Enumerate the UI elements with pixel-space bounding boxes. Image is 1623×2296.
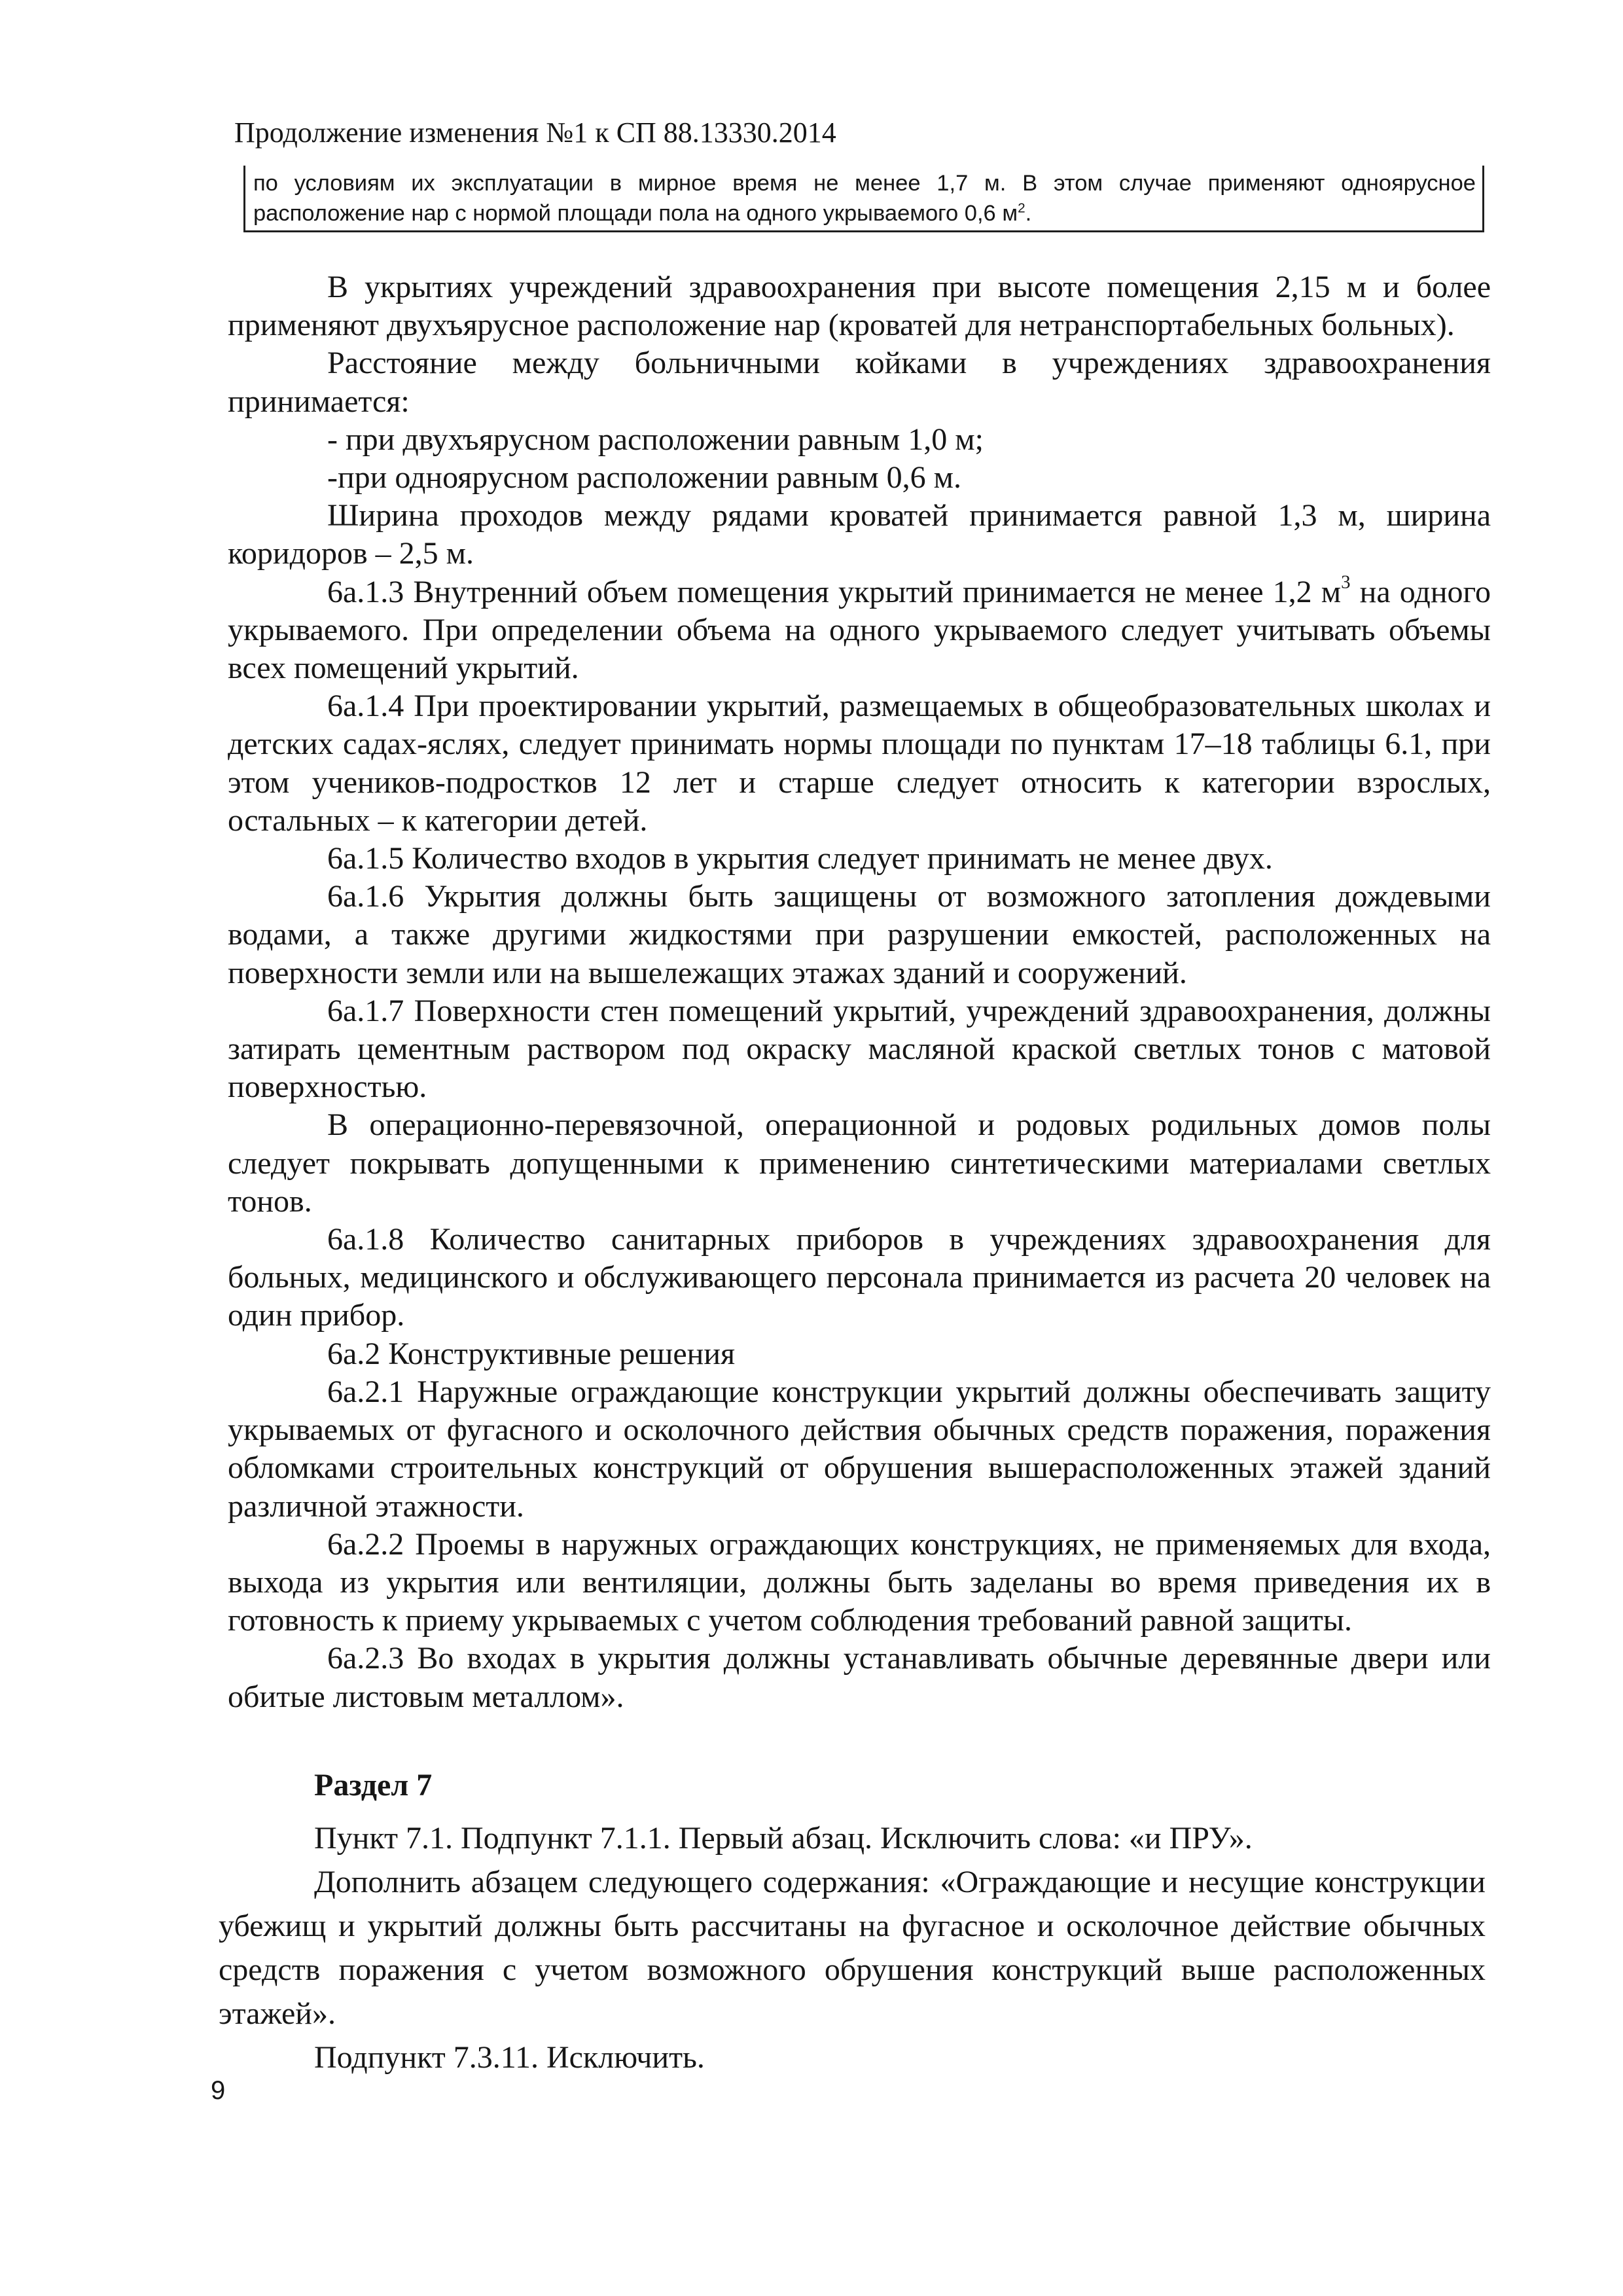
- volume-text-after: на одного укрываемого. При определении объема на одного укрываемого следует учитывать объемы всех помещений укрытий.: [228, 574, 1491, 686]
- running-header: Продолжение изменения №1 к СП 88.13330.2014: [234, 117, 836, 149]
- area-unit-exponent: 2: [1018, 200, 1026, 216]
- paragraph-6a-2-3: 6а.2.3 Во входах в укрытия должны устанавливать обычные деревянные двери или обитые листовым металлом».: [228, 1641, 1491, 1714]
- subheading-6a-2: 6а.2 Конструктивные решения: [327, 1336, 736, 1371]
- section-7: [219, 1763, 1486, 2079]
- paragraph-shelter-beds: В укрытиях учреждений здравоохранения при высоте помещения 2,15 м и более применяют двухъярусное расположение нар (кроватей для нетранспортабельных больных).: [228, 270, 1491, 343]
- section-7-addition: Дополнить абзацем следующего содержания: «Ограждающие и несущие конструкции убежищ и укрытий должны быть рассчитаны на фугасное и осколочное действие обычных средств поражения с учетом возможного обрушения конструкций выше расположенных этажей».: [219, 1865, 1486, 2031]
- page-number: 9: [211, 2076, 226, 2105]
- main-body: [228, 268, 1491, 1716]
- paragraph-6a-1-6: 6а.1.6 Укрытия должны быть защищены от возможного затопления дождевыми водами, а также другими жидкостями при разрушении емкостей, расположенных на поверхности земли или на вышележащих этажах зданий и сооружений.: [228, 879, 1491, 990]
- boxed-note: [243, 166, 1484, 232]
- paragraph-6a-1-8: 6а.1.8 Количество санитарных приборов в учреждениях здравоохранения для больных, медицинского и обслуживающего персонала принимается из расчета 20 человек на один прибор.: [228, 1222, 1491, 1333]
- paragraph-6a-1-3: [228, 573, 1491, 688]
- paragraph-6a-2-1: 6а.2.1 Наружные ограждающие конструкции укрытий должны обеспечивать защиту укрываемых от фугасного и осколочного действия обычных средств поражения, поражения обломками строительных конструкций от обрушения вышерасположенных этажей зданий различной этажности.: [228, 1374, 1491, 1524]
- boxed-note-end: .: [1025, 201, 1032, 226]
- boxed-note-text: [253, 168, 1476, 228]
- list-item-one-tier: -при одноярусном расположении равным 0,6 м.: [327, 460, 962, 495]
- boxed-note-body: по условиям их эксплуатации в мирное время не менее 1,7 м. В этом случае применяют одноярусное расположение нар с нормой площади пола на одного укрываемого 0,6 м: [253, 171, 1476, 226]
- volume-unit-exponent: 3: [1341, 571, 1351, 593]
- paragraph-6a-1-5: 6а.1.5 Количество входов в укрытия следует принимать не менее двух.: [327, 841, 1273, 876]
- section-7-item-7-1-1: Пункт 7.1. Подпункт 7.1.1. Первый абзац. Исключить слова: «и ПРУ».: [314, 1821, 1253, 1856]
- list-item-two-tier: - при двухъярусном расположении равным 1,0 м;: [327, 422, 984, 457]
- section-7-heading: Раздел 7: [314, 1768, 433, 1803]
- paragraph-6a-1-4: 6а.1.4 При проектировании укрытий, размещаемых в общеобразовательных школах и детских садах-яслях, следует принимать нормы площади по пунктам 17–18 таблицы 6.1, при этом учеников-подростков 12 лет и старше следует относить к категории взрослых, остальных – к категории детей.: [228, 689, 1491, 838]
- paragraph-6a-2-2: 6а.2.2 Проемы в наружных ограждающих конструкциях, не применяемых для входа, выхода из укрытия или вентиляции, должны быть заделаны во время приведения их в готовность к приему укрываемых с учетом соблюдения требований равной защиты.: [228, 1526, 1491, 1638]
- paragraph-bed-distance: Расстояние между больничными койками в учреждениях здравоохранения принимается:: [228, 346, 1491, 419]
- paragraph-aisle-width: Ширина проходов между рядами кроватей принимается равной 1,3 м, ширина коридоров – 2,5 м.: [228, 498, 1491, 571]
- paragraph-6a-1-7: 6а.1.7 Поверхности стен помещений укрытий, учреждений здравоохранения, должны затирать цементным раствором под окраску масляной краской светлых тонов с матовой поверхностью.: [228, 993, 1491, 1105]
- volume-text-before: 6а.1.3 Внутренний объем помещения укрытий принимается не менее 1,2 м: [327, 574, 1342, 609]
- section-7-item-7-3-11: Подпункт 7.3.11. Исключить.: [314, 2040, 705, 2075]
- paragraph-operating-rooms: В операционно-перевязочной, операционной и родовых родильных домов полы следует покрывать допущенными к применению синтетическими материалами светлых тонов.: [228, 1107, 1491, 1219]
